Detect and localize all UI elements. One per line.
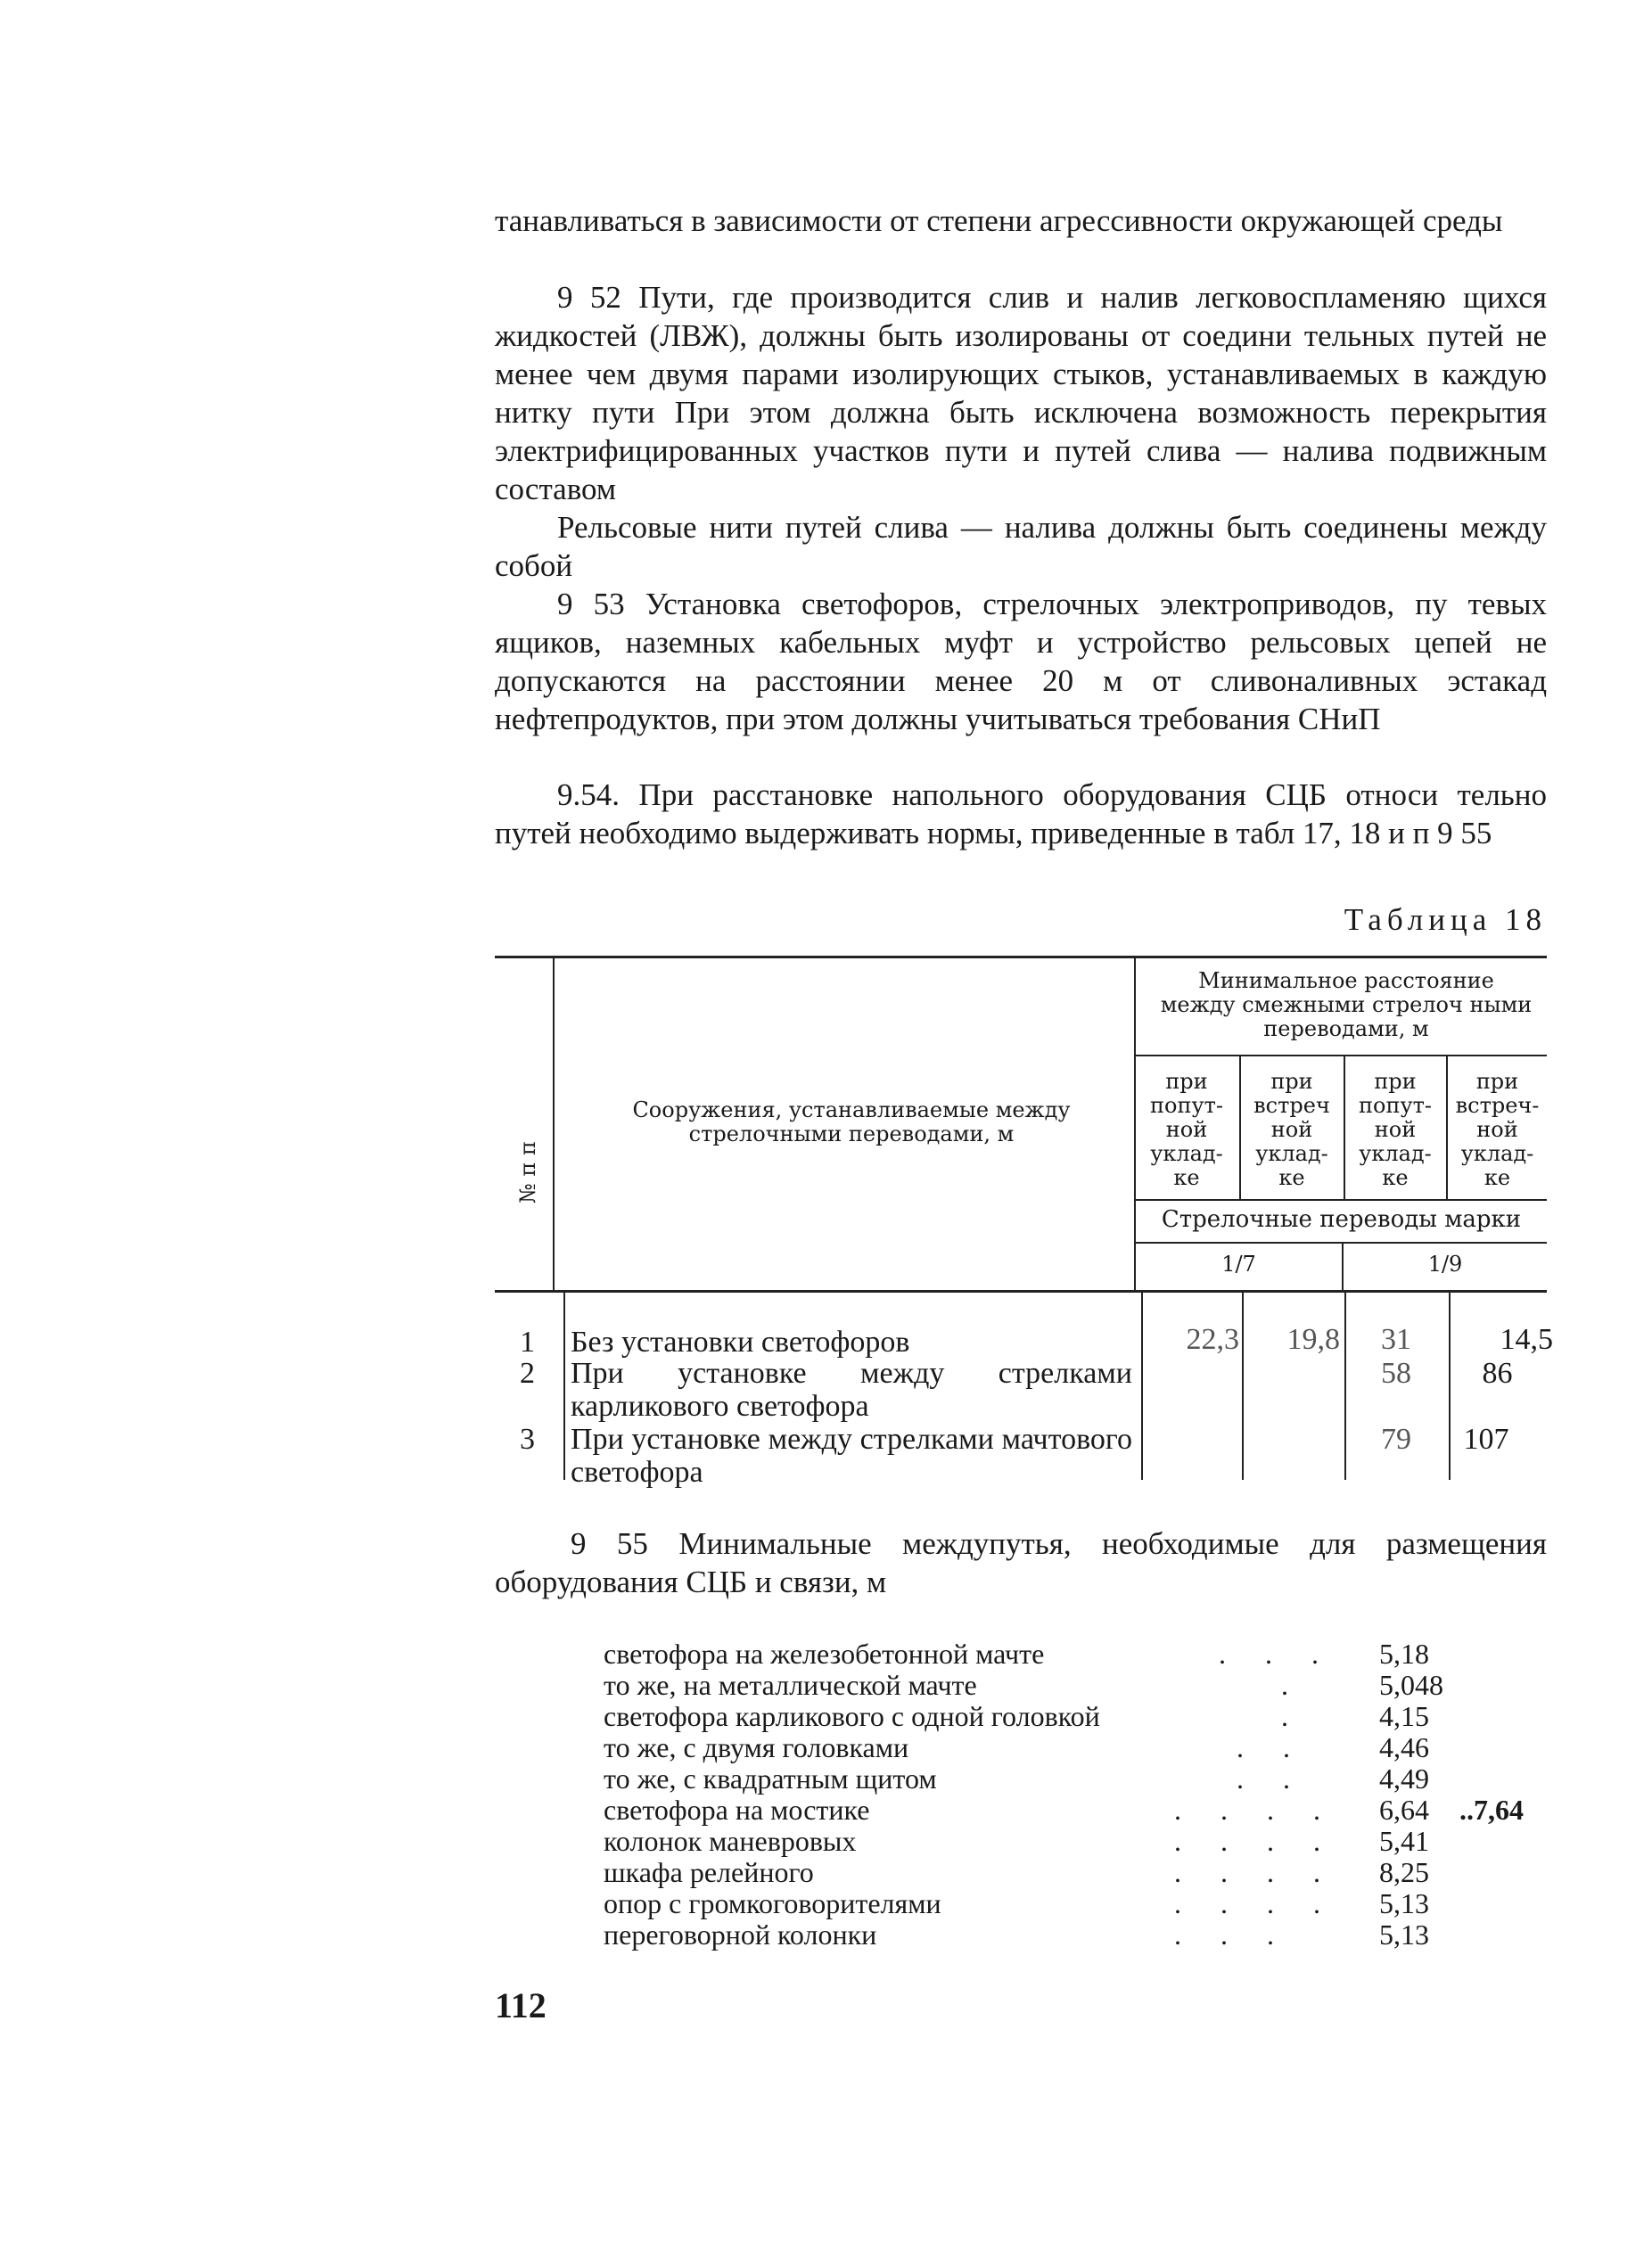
list-value: 6,64 [1379, 1794, 1429, 1826]
row-structure: При установке между стрелками карликового светофора [571, 1357, 1132, 1423]
row-number: 1 [520, 1326, 535, 1359]
list-label: то же, с квадратным щитом [604, 1762, 937, 1795]
column-number-header: № п п [515, 1141, 540, 1204]
mark-1-9: 1/9 [1427, 1252, 1463, 1277]
row-number: 3 [520, 1423, 535, 1456]
cell-value: 58 [1381, 1357, 1411, 1390]
list-item [604, 1763, 1566, 1795]
mark-1-7: 1/7 [1221, 1252, 1256, 1277]
list-label: светофора на мостике [604, 1794, 870, 1826]
paragraph-9-55: 9 55 Минимальные междупутья, необходимые для размещения оборудования СЦБ и связи, м [495, 1526, 1547, 1599]
list-label: светофора на железобетонной мачте [604, 1638, 1045, 1670]
list-label: опор с громкоговорителями [604, 1887, 941, 1919]
list-label: переговорной колонки [604, 1918, 877, 1951]
list-item [604, 1888, 1566, 1919]
paragraph-9-52: 9 52 Пути, где производится слив и налив легковоспламеняю щихся жидкостей (ЛВЖ), должны быть изолированы от соедини тельных путей не менее чем двумя парами изолирующих стыков, устанавливаемых в каждую нитку пути При этом должна быть исключена возможность перекрытия электрифицированных участков пути и путей слива — налива подвижным составом [495, 280, 1547, 506]
cell-value: 31 [1381, 1323, 1411, 1356]
list-value: 8,25 [1379, 1856, 1429, 1888]
list-value: 5,18 [1379, 1638, 1429, 1670]
list-label: колонок маневровых [604, 1825, 857, 1857]
cell-value: 14,5 [1500, 1323, 1553, 1356]
cell-value: 22,3 [1186, 1323, 1239, 1356]
list-label: то же, на металлической мачте [604, 1669, 977, 1701]
leader-dots: . . . . [1174, 1794, 1336, 1826]
leader-dots: . . . . [1174, 1887, 1336, 1919]
list-item [604, 1826, 1566, 1857]
sub-header-3: при попут- ной уклад- ке [1359, 1069, 1432, 1190]
list-item [604, 1639, 1566, 1670]
mark-header: Стрелочные переводы марки [1161, 1206, 1522, 1233]
list-value: 5,41 [1379, 1825, 1429, 1857]
leader-dots: . [1281, 1700, 1304, 1732]
row-structure: Без установки светофоров [571, 1326, 910, 1359]
row-number: 2 [520, 1357, 535, 1390]
leader-dots: . [1281, 1669, 1304, 1701]
row-structure: При установке между стрелками мачтового светофора [571, 1423, 1132, 1489]
list-item [604, 1795, 1566, 1826]
paragraph-continuation: танавливаться в зависимости от степени агрессивности окружающей среды [495, 203, 1503, 238]
paragraph-9-53: 9 53 Установка светофоров, стрелочных электроприводов, пу тевых ящиков, наземных кабельных муфт и устройство рельсовых цепей не допускаются на расстоянии менее 20 м от сливоналивных эстакад нефтепродуктов, при этом должны учитываться требования СНиП [495, 587, 1547, 736]
leader-dots: . . . . [1174, 1825, 1336, 1857]
table-caption: Таблица 18 [1344, 902, 1547, 937]
leader-dots: . . . . [1174, 1856, 1336, 1888]
list-item [604, 1701, 1566, 1732]
sub-header-2: при встреч ной уклад- ке [1253, 1069, 1330, 1190]
paragraph-rails: Рельсовые нити путей слива — налива должны быть соединены между собой [495, 510, 1547, 583]
cell-value: 107 [1463, 1423, 1509, 1456]
page-number: 112 [495, 1985, 547, 2025]
list-label: то же, с двумя головками [604, 1731, 909, 1763]
list-value: 5,048 [1379, 1669, 1443, 1701]
column-structure-header: Сооружения, устанавливаемые между стрелочными переводами, м [632, 1097, 1071, 1146]
sub-header-1: при попут- ной уклад- ке [1150, 1069, 1223, 1190]
sub-header-4: при встреч- ной уклад- ке [1455, 1069, 1540, 1190]
list-item [604, 1857, 1566, 1888]
cell-value: 86 [1482, 1357, 1513, 1390]
list-label: светофора карликового с одной головкой [604, 1700, 1100, 1732]
list-value-extra: ..7,64 [1459, 1794, 1524, 1826]
cell-value: 19,8 [1286, 1323, 1340, 1356]
list-value: 4,46 [1379, 1731, 1429, 1763]
leader-dots: . . [1237, 1731, 1306, 1763]
leader-dots: . . . [1174, 1918, 1290, 1951]
list-item [604, 1732, 1566, 1763]
list-value: 4,15 [1379, 1700, 1429, 1732]
list-value: 5,13 [1379, 1887, 1429, 1919]
list-label: шкафа релейного [604, 1856, 814, 1888]
paragraph-9-54: 9.54. При расстановке напольного оборудования СЦБ относи тельно путей необходимо выдерживать нормы, приведенные в табл 17, 18 и п 9 55 [495, 777, 1547, 850]
cell-value: 79 [1381, 1423, 1411, 1456]
list-item [604, 1670, 1566, 1701]
column-group-header: Минимальное расстояние между смежными стрелоч ными переводами, м [1160, 968, 1533, 1041]
list-value: 4,49 [1379, 1762, 1429, 1795]
list-value: 5,13 [1379, 1918, 1429, 1951]
list-item [604, 1919, 1566, 1951]
leader-dots: . . . [1219, 1638, 1335, 1670]
leader-dots: . . [1237, 1762, 1306, 1795]
